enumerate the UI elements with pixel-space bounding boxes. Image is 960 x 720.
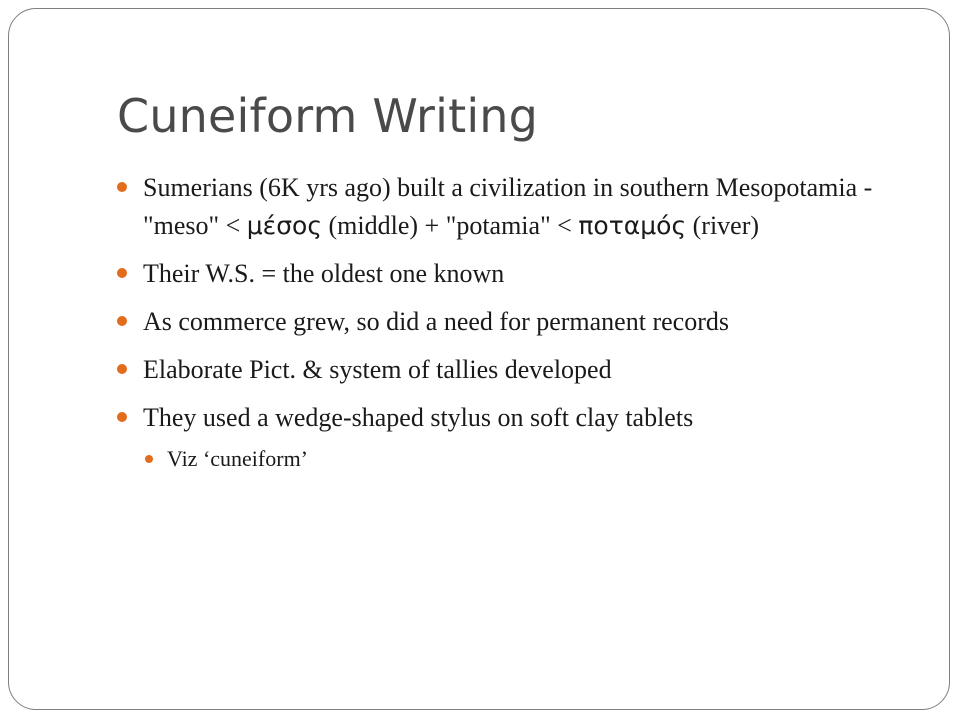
greek-word-mesos: μέσος <box>246 211 323 240</box>
bullet-dot-icon <box>117 364 127 374</box>
bullet-text: Their W.S. = the oldest one known <box>143 259 505 288</box>
bullet-item-oldest <box>117 255 917 293</box>
sub-bullet-item-cuneiform <box>117 443 917 475</box>
bullet-dot-icon <box>117 316 127 326</box>
slide-frame <box>8 8 950 710</box>
bullet-text-part1: Sumerians (6K yrs ago) built a civilization in southern Mesopotamia - "meso" < <box>143 173 873 240</box>
bullet-dot-icon <box>117 412 127 422</box>
sub-bullet-text: Viz ‘cuneiform’ <box>167 446 309 471</box>
bullet-text: Elaborate Pict. & system of tallies developed <box>143 355 612 384</box>
bullet-list <box>117 169 917 475</box>
bullet-dot-icon <box>117 268 127 278</box>
bullet-text: They used a wedge-shaped stylus on soft clay tablets <box>143 403 694 432</box>
bullet-text-part3: (river) <box>686 211 760 240</box>
bullet-item-sumerians <box>117 169 917 245</box>
slide-title: Cuneiform Writing <box>117 89 539 143</box>
bullet-item-stylus <box>117 399 917 437</box>
greek-word-potamos: ποταμός <box>578 211 687 240</box>
sub-bullet-dot-icon <box>145 455 153 463</box>
bullet-item-tallies <box>117 351 917 389</box>
bullet-text-part2: (middle) + "potamia" < <box>322 211 579 240</box>
bullet-text: As commerce grew, so did a need for permanent records <box>143 307 729 336</box>
bullet-item-commerce <box>117 303 917 341</box>
bullet-dot-icon <box>117 182 127 192</box>
